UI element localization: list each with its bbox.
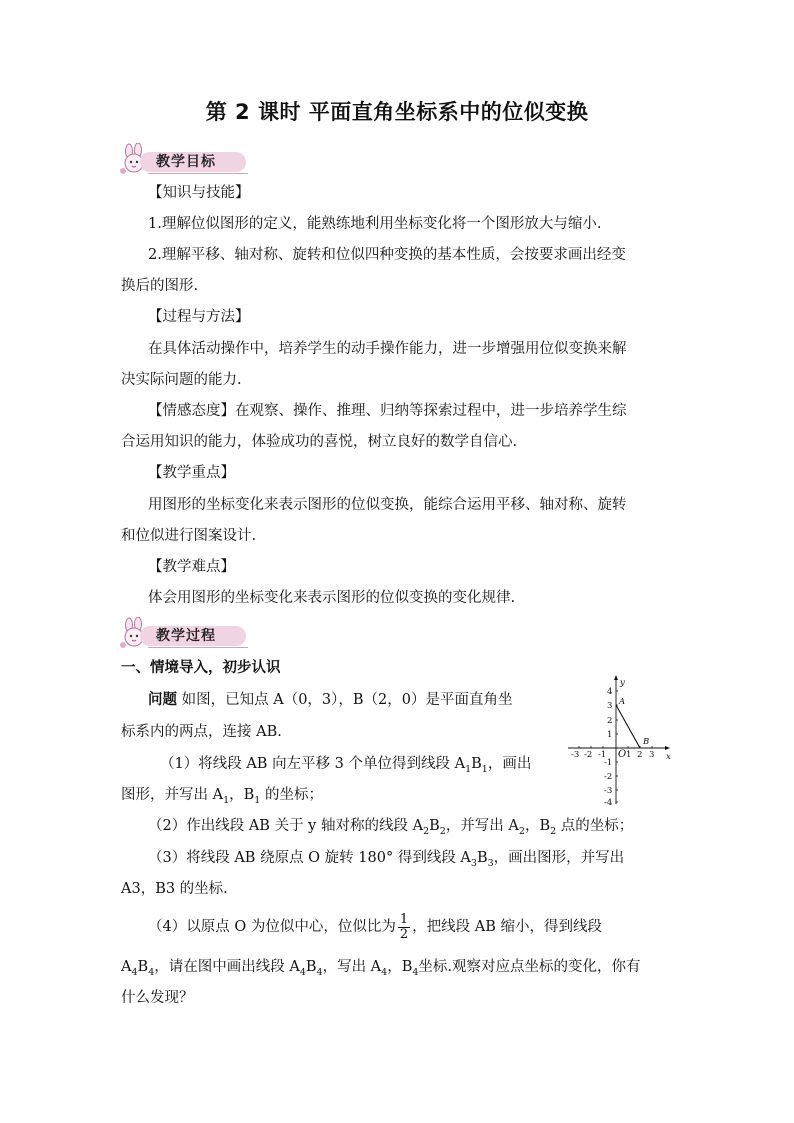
process-text-cont: 决实际问题的能力. (121, 372, 242, 388)
attitude-text-cont: 合运用知识的能力，体验成功的喜悦，树立良好的数学自信心. (121, 434, 518, 450)
attitude-line (148, 401, 627, 421)
q2-text: ，B (524, 818, 551, 834)
subscript: 1 (254, 794, 261, 806)
attitude-heading: 【情感态度】 (148, 403, 235, 419)
subscript: 1 (223, 794, 230, 806)
section-badge-process (118, 617, 248, 651)
knowledge-item-2-cont: 换后的图形. (121, 278, 199, 294)
question-4 (148, 912, 602, 942)
q4-text: B (137, 959, 149, 975)
subscript: 4 (316, 966, 323, 978)
point-b-label: B (643, 737, 650, 747)
subscript: 3 (470, 857, 477, 869)
q2-text: （2）作出线段 AB 关于 y 轴对称的线段 A (148, 818, 424, 834)
subscript: 4 (299, 966, 306, 978)
y-tick-label: -4 (604, 798, 613, 806)
q3-text: B (476, 850, 488, 866)
process-text: 在具体活动操作中，培养学生的动手操作能力，进一步增强用位似变换来解 (148, 341, 627, 357)
subscript: 1 (481, 763, 488, 775)
y-tick-label: 4 (607, 687, 613, 697)
problem-label: 问题 (148, 692, 177, 708)
question-4-cont (121, 957, 641, 983)
x-tick-label: 3 (649, 750, 655, 760)
fraction-one-half (398, 913, 410, 942)
q1-text: B (471, 756, 482, 772)
subscript: 4 (131, 966, 138, 978)
subscript: 1 (465, 763, 472, 775)
x-axis-label: x (666, 752, 671, 762)
badge-label: 教学目标 (156, 154, 216, 170)
badge-underline (148, 647, 248, 648)
attitude-text: 在观察、操作、推理、归纳等探索过程中，进一步培养学生综 (235, 403, 627, 419)
x-tick-label: -3 (571, 750, 580, 760)
subscript: 2 (518, 825, 525, 837)
subscript: 2 (550, 825, 557, 837)
q4-text: 坐标.观察对应点坐标的变化，你有 (418, 959, 641, 975)
question-3-cont: A3，B3 的坐标. (121, 881, 228, 897)
section-badge-goals (118, 143, 248, 177)
q1-text: （1）将线段 AB 向左平移 3 个单位得到线段 A (160, 756, 466, 772)
q3-text: ，画出图形，并写出 (493, 850, 625, 866)
x-axis-arrow-icon (665, 746, 670, 750)
point-a-label: A (619, 697, 626, 707)
q2-text: B (429, 818, 440, 834)
difficult-text: 体会用图形的坐标变化来表示图形的位似变换的变化规律. (148, 590, 516, 606)
knowledge-item-2: 2.理解平移、轴对称、旋转和位似四种变换的基本性质，会按要求画出经变 (148, 247, 626, 263)
question-1 (160, 754, 531, 780)
knowledge-item-1: 1.理解位似图形的定义，能熟练地利用坐标变化将一个图形放大与缩小. (148, 216, 602, 232)
subscript: 2 (423, 825, 430, 837)
coordinate-figure (562, 672, 674, 806)
subscript: 3 (487, 857, 494, 869)
y-tick-label: -3 (604, 786, 613, 796)
subscript: 4 (381, 966, 388, 978)
y-tick-label: -2 (604, 772, 613, 782)
q1-text: 图形，并写出 A (121, 787, 224, 803)
y-tick-label: 2 (607, 716, 613, 726)
section-heading: 一、情境导入，初步认识 (121, 660, 281, 676)
subscript: 2 (439, 825, 446, 837)
q3-text: （3）将线段 AB 绕原点 O 旋转 180° 得到线段 A (148, 850, 471, 866)
y-tick-label: -1 (604, 758, 613, 768)
process-heading: 【过程与方法】 (148, 309, 250, 325)
subscript: 4 (412, 966, 419, 978)
q4-text: ，请在图中画出线段 A (154, 959, 300, 975)
key-text: 用图形的坐标变化来表示图形的位似变换，能综合运用平移、轴对称、旋转 (148, 497, 627, 513)
x-tick-label: 2 (637, 750, 643, 760)
key-heading: 【教学重点】 (148, 465, 235, 481)
x-tick-labels (571, 750, 654, 760)
q1-text: ，B (229, 787, 255, 803)
segment-ab (616, 705, 640, 748)
problem-text-cont: 标系内的两点，连接 AB. (121, 724, 282, 740)
fraction-numerator: 1 (399, 911, 409, 927)
subscript: 4 (148, 966, 155, 978)
x-tick-label: 1 (626, 750, 632, 760)
q2-text: 点的坐标； (556, 818, 634, 834)
question-2 (148, 816, 633, 842)
page-title: 第 2 课时 平面直角坐标系中的位似变换 (205, 100, 589, 124)
fraction-denominator: 2 (399, 926, 409, 942)
y-axis-label: y (620, 678, 625, 688)
q1-text: ，画出 (487, 756, 532, 772)
y-axis-arrow-icon (614, 675, 618, 680)
x-tick-label: -2 (584, 750, 593, 760)
origin-label: O (618, 749, 627, 760)
q4-text: A (121, 959, 132, 975)
q4-text: B (305, 959, 317, 975)
q4-text: ，把线段 AB 缩小，得到线段 (412, 919, 602, 935)
q2-text: ，并写出 A (445, 818, 519, 834)
badge-label: 教学过程 (156, 628, 216, 644)
problem-text: 如图，已知点 A（0，3），B（2，0）是平面直角坐 (177, 692, 513, 708)
badge-underline (148, 173, 248, 174)
q4-text: （4）以原点 O 为位似中心，位似比为 (148, 919, 396, 935)
question-1-cont (121, 785, 323, 811)
problem-line (148, 690, 513, 710)
x-tick-label: -1 (598, 750, 607, 760)
question-3 (148, 848, 624, 874)
y-tick-label: 3 (607, 701, 613, 711)
y-tick-label: 1 (607, 730, 613, 740)
question-4-cont2: 什么发现？ (121, 990, 194, 1006)
key-text-cont: 和位似进行图案设计. (121, 528, 257, 544)
q1-text: 的坐标； (260, 787, 323, 803)
q4-text: ，B (387, 959, 413, 975)
difficult-heading: 【教学难点】 (148, 559, 235, 575)
y-tick-labels (604, 687, 612, 806)
knowledge-heading: 【知识与技能】 (148, 185, 250, 201)
q4-text: ，写出 A (322, 959, 382, 975)
